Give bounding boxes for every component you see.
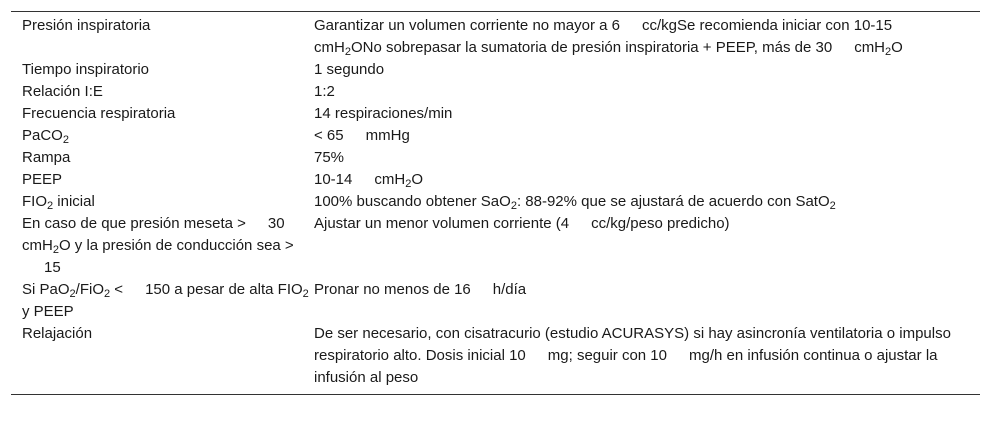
subscript: 2 — [885, 46, 892, 58]
text-run: 75% — [314, 149, 345, 166]
value-cell — [314, 323, 980, 389]
table-row — [11, 191, 980, 213]
text-run: : 88-92% que se ajustará de acuerdo con SatO — [516, 193, 830, 210]
table-row — [11, 323, 980, 389]
value-cell — [314, 81, 980, 103]
subscript: 2 — [52, 244, 59, 256]
parameter-cell — [11, 81, 314, 103]
table-row — [11, 147, 980, 169]
subscript: 2 — [829, 200, 836, 212]
subscript: 2 — [302, 288, 309, 300]
text-run: En caso de que presión meseta > — [22, 215, 246, 232]
text-run: 150 a pesar de alta FIO — [145, 281, 303, 298]
text-run: Relación I:E — [22, 83, 103, 100]
text-run: y PEEP — [22, 303, 74, 320]
text-run: PEEP — [22, 171, 63, 188]
table-row — [11, 125, 980, 147]
text-run: cmH — [854, 39, 886, 56]
text-run: De ser necesario, con cisatracurio (estudio ACURASYS) si hay asincronía ventilatoria o impulso respiratorio alto. Dosis inicial 10 — [314, 325, 951, 364]
text-run: Garantizar un volumen corriente no mayor a 6 — [314, 17, 620, 34]
value-cell — [314, 147, 980, 169]
value-cell — [314, 213, 980, 279]
parameter-cell — [11, 125, 314, 147]
table-row — [11, 15, 980, 59]
text-run: 30 cmH — [22, 215, 285, 254]
text-run: /FiO — [75, 281, 104, 298]
text-run: 10-14 — [314, 171, 353, 188]
subscript: 2 — [510, 200, 517, 212]
parameter-cell — [11, 15, 314, 59]
table-body — [11, 15, 980, 389]
value-cell — [314, 59, 980, 81]
subscript: 2 — [62, 134, 69, 146]
text-run: Presión inspiratoria — [22, 17, 151, 34]
value-cell — [314, 125, 980, 147]
text-run: ONo sobrepasar la sumatoria de presión inspiratoria + PEEP, más de 30 — [350, 39, 833, 56]
subscript: 2 — [405, 178, 412, 190]
text-run: Rampa — [22, 149, 71, 166]
parameter-cell — [11, 147, 314, 169]
text-run: < 65 — [314, 127, 344, 144]
text-run: h/día — [492, 281, 527, 298]
ventilation-parameters-table — [11, 11, 980, 395]
text-run: < — [110, 281, 124, 298]
text-run: cmH — [314, 39, 345, 56]
table-row — [11, 213, 980, 279]
text-run: O — [411, 171, 423, 188]
text-run: FIO — [22, 193, 47, 210]
text-run: Pronar no menos de 16 — [314, 281, 471, 298]
subscript: 2 — [104, 288, 111, 300]
value-cell — [314, 191, 980, 213]
table-row — [11, 81, 980, 103]
value-cell — [314, 15, 980, 59]
table-row — [11, 103, 980, 125]
text-run: mmHg — [365, 127, 410, 144]
text-run: Ajustar un menor volumen corriente (4 — [314, 215, 570, 232]
text-run: 1 segundo — [314, 61, 385, 78]
value-cell — [314, 103, 980, 125]
table-row — [11, 59, 980, 81]
text-run: Tiempo inspiratorio — [22, 61, 149, 78]
text-run: 1:2 — [314, 83, 335, 100]
text-run: O y la presión de conducción sea > — [58, 237, 294, 254]
table-row — [11, 279, 980, 323]
text-run: Si PaO — [22, 281, 70, 298]
subscript: 2 — [344, 46, 351, 58]
text-run: cmH — [374, 171, 406, 188]
text-run: cc/kg/peso predicho) — [591, 215, 730, 232]
parameter-cell — [11, 213, 314, 279]
text-run: 15 — [44, 259, 61, 276]
text-run: inicial — [53, 193, 95, 210]
text-run: Frecuencia respiratoria — [22, 105, 176, 122]
parameter-cell — [11, 59, 314, 81]
text-run: 100% buscando obtener SaO — [314, 193, 511, 210]
text-run: mg/h en infusión continua o ajustar la infusión al peso — [314, 347, 938, 386]
parameter-cell — [11, 323, 314, 389]
text-run: O — [891, 39, 903, 56]
text-run: PaCO — [22, 127, 63, 144]
text-run: Relajación — [22, 325, 93, 342]
value-cell — [314, 169, 980, 191]
value-cell — [314, 279, 980, 323]
text-run: cc/kgSe recomienda iniciar con 10-15 — [641, 17, 893, 34]
table-row — [11, 169, 980, 191]
parameter-cell — [11, 103, 314, 125]
text-run: 14 respiraciones/min — [314, 105, 453, 122]
parameter-cell — [11, 169, 314, 191]
subscript: 2 — [47, 200, 54, 212]
parameter-cell — [11, 191, 314, 213]
subscript: 2 — [69, 288, 76, 300]
parameter-cell — [11, 279, 314, 323]
text-run: mg; seguir con 10 — [547, 347, 667, 364]
